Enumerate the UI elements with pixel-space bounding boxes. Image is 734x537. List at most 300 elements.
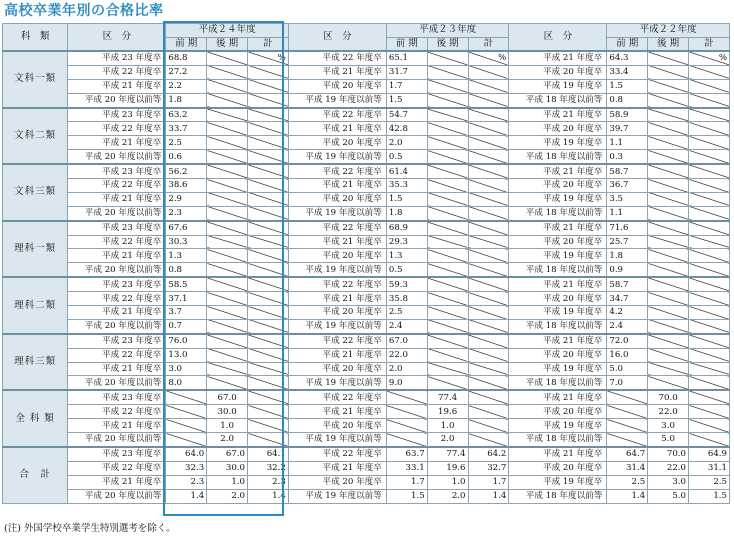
empty-cell [207,179,248,193]
empty-cell [689,122,730,136]
section-label-22: 平成 19 年度卒 [509,419,607,433]
section-label-22: 平成 18 年度以前等 [509,376,607,390]
empty-cell [248,263,289,277]
value-cell: 64.3 [607,51,648,65]
value-cell: 1.5 [386,489,427,503]
table-row [3,376,730,390]
table-row [3,348,730,362]
empty-cell [689,348,730,362]
empty-cell [468,79,509,93]
value-cell: 1.0 [427,475,468,489]
table-row [3,362,730,376]
empty-cell [386,419,427,433]
empty-cell [427,334,468,348]
value-cell: 2.3 [248,475,289,489]
section-label-24: 平成 22 年度卒 [68,405,166,419]
section-label-24: 平成 20 年度以前等 [68,433,166,447]
value-cell: 64.9 [689,447,730,461]
empty-cell [648,206,689,220]
table-row [3,419,730,433]
section-label-23: 平成 22 年度卒 [288,390,386,404]
section-label-24: 平成 23 年度卒 [68,221,166,235]
table-row [3,489,730,503]
section-label-23: 平成 22 年度卒 [288,334,386,348]
empty-cell [648,277,689,291]
section-label-24: 平成 21 年度卒 [68,362,166,376]
table-row [3,263,730,277]
value-cell: 56.2 [166,164,207,178]
empty-cell [468,319,509,333]
section-label-23: 平成 19 年度以前等 [288,489,386,503]
empty-cell [386,390,427,404]
empty-cell [207,65,248,79]
empty-cell [607,390,648,404]
empty-cell [427,108,468,122]
value-cell: 2.3 [166,475,207,489]
table-row [3,447,730,461]
empty-cell [207,108,248,122]
empty-cell [248,192,289,206]
empty-cell [689,179,730,193]
empty-cell [248,419,289,433]
empty-cell [207,376,248,390]
section-label-22: 平成 20 年度卒 [509,348,607,362]
empty-cell [689,362,730,376]
section-label-22: 平成 19 年度卒 [509,192,607,206]
value-cell: 32.7 [468,461,509,475]
value-cell: 35.8 [386,292,427,306]
table-row [3,206,730,220]
value-cell: 1.8 [166,93,207,107]
empty-cell [648,79,689,93]
section-label-22: 平成 21 年度卒 [509,390,607,404]
table-row [3,292,730,306]
value-cell: 1.0 [427,419,468,433]
empty-cell [248,306,289,320]
section-label-22: 平成 18 年度以前等 [509,319,607,333]
empty-cell [248,319,289,333]
section-label-24: 平成 21 年度卒 [68,136,166,150]
value-cell: 2.0 [207,433,248,447]
section-label-23: 平成 22 年度卒 [288,164,386,178]
empty-cell [207,150,248,164]
section-label-24: 平成 21 年度卒 [68,249,166,263]
empty-cell [207,164,248,178]
empty-cell [648,179,689,193]
section-label-23: 平成 20 年度卒 [288,192,386,206]
empty-cell [468,362,509,376]
empty-cell [648,348,689,362]
empty-cell [689,206,730,220]
empty-cell [689,108,730,122]
empty-cell [427,235,468,249]
section-label-22: 平成 18 年度以前等 [509,206,607,220]
empty-cell [648,319,689,333]
value-cell: 35.3 [386,179,427,193]
empty-cell [207,292,248,306]
value-cell: 0.6 [166,150,207,164]
value-cell: 2.5 [689,475,730,489]
value-cell: 13.0 [166,348,207,362]
value-cell: 1.3 [166,249,207,263]
empty-cell [648,362,689,376]
category-cell: 文科三類 [3,164,68,221]
empty-cell [207,221,248,235]
value-cell: 8.0 [166,376,207,390]
section-label-22: 平成 18 年度以前等 [509,150,607,164]
section-label-22: 平成 20 年度卒 [509,461,607,475]
empty-cell [468,206,509,220]
section-label-23: 平成 22 年度卒 [288,108,386,122]
empty-cell [427,376,468,390]
empty-cell [648,122,689,136]
section-label-22: 平成 19 年度卒 [509,306,607,320]
table-row [3,475,730,489]
empty-cell [166,405,207,419]
footnote: (注) 外国学校卒業学生特別選考を除く。 [4,523,176,534]
table-row [3,277,730,291]
empty-cell [248,348,289,362]
empty-cell [689,221,730,235]
value-cell: 2.0 [207,489,248,503]
section-label-23: 平成 20 年度卒 [288,362,386,376]
empty-cell [248,108,289,122]
section-label-22: 平成 21 年度卒 [509,447,607,461]
table-row [3,150,730,164]
section-label-23: 平成 19 年度以前等 [288,93,386,107]
value-cell: 22.0 [648,461,689,475]
section-label-23: 平成 19 年度以前等 [288,319,386,333]
value-cell: 1.0 [207,475,248,489]
empty-cell [468,179,509,193]
category-cell: 全 科 類 [3,390,68,447]
empty-cell [689,192,730,206]
section-label-22: 平成 18 年度以前等 [509,263,607,277]
empty-cell [468,376,509,390]
empty-cell [427,292,468,306]
header-section-24: 区 分 [68,24,166,52]
empty-cell [689,405,730,419]
empty-cell [689,136,730,150]
section-label-24: 平成 21 年度卒 [68,475,166,489]
section-label-24: 平成 22 年度卒 [68,348,166,362]
empty-cell [207,263,248,277]
table-row [3,306,730,320]
category-cell: 理科三類 [3,334,68,391]
value-cell: 31.4 [607,461,648,475]
value-cell: 2.5 [386,306,427,320]
category-cell: 理科一類 [3,221,68,278]
empty-cell [207,348,248,362]
empty-cell [648,150,689,164]
section-label-23: 平成 21 年度卒 [288,65,386,79]
section-label-23: 平成 22 年度卒 [288,221,386,235]
empty-cell [427,179,468,193]
section-label-22: 平成 19 年度卒 [509,249,607,263]
empty-cell [248,433,289,447]
section-label-23: 平成 22 年度卒 [288,51,386,65]
value-cell: 1.7 [468,475,509,489]
empty-cell [248,136,289,150]
section-label-23: 平成 22 年度卒 [288,277,386,291]
empty-cell [648,235,689,249]
value-cell: 3.0 [166,362,207,376]
value-cell: 71.6 [607,221,648,235]
value-cell: 72.0 [607,334,648,348]
empty-cell [427,122,468,136]
empty-cell [248,122,289,136]
value-cell: 2.9 [166,192,207,206]
empty-cell [648,376,689,390]
empty-cell [166,390,207,404]
percent-cell: % [248,51,289,65]
value-cell: 3.7 [166,306,207,320]
section-label-22: 平成 21 年度卒 [509,221,607,235]
empty-cell [468,249,509,263]
value-cell: 3.0 [648,419,689,433]
empty-cell [607,419,648,433]
empty-cell [648,249,689,263]
header-first-22: 前 期 [607,37,648,51]
table-row [3,433,730,447]
empty-cell [207,93,248,107]
header-category: 科 類 [3,24,68,52]
value-cell: 7.0 [607,376,648,390]
value-cell: 65.1 [386,51,427,65]
value-cell: 77.4 [427,447,468,461]
value-cell: 5.0 [607,362,648,376]
value-cell: 77.4 [427,390,468,404]
value-cell: 1.7 [386,475,427,489]
table-row [3,334,730,348]
section-label-23: 平成 20 年度卒 [288,306,386,320]
value-cell: 63.2 [166,108,207,122]
empty-cell [427,263,468,277]
header-year-24: 平成２４年度 [166,24,288,38]
empty-cell [248,334,289,348]
table-row [3,179,730,193]
section-label-24: 平成 20 年度以前等 [68,319,166,333]
value-cell: 1.0 [207,419,248,433]
empty-cell [648,108,689,122]
value-cell: 2.5 [166,136,207,150]
empty-cell [468,150,509,164]
table-row [3,221,730,235]
category-cell: 理科二類 [3,277,68,334]
section-label-22: 平成 19 年度卒 [509,136,607,150]
page-title: 高校卒業年別の合格比率 [4,3,164,19]
empty-cell [689,433,730,447]
value-cell: 33.1 [386,461,427,475]
table-row [3,405,730,419]
value-cell: 9.0 [386,376,427,390]
empty-cell [248,235,289,249]
value-cell: 36.7 [607,179,648,193]
empty-cell [468,419,509,433]
empty-cell [689,235,730,249]
section-label-24: 平成 22 年度卒 [68,461,166,475]
empty-cell [689,65,730,79]
header-year-23: 平成２３年度 [386,24,508,38]
empty-cell [689,93,730,107]
value-cell: 58.9 [607,108,648,122]
table-row [3,461,730,475]
section-label-22: 平成 20 年度卒 [509,65,607,79]
section-label-24: 平成 23 年度卒 [68,447,166,461]
empty-cell [427,93,468,107]
value-cell: 0.7 [166,319,207,333]
empty-cell [427,249,468,263]
empty-cell [468,65,509,79]
empty-cell [248,79,289,93]
section-label-23: 平成 21 年度卒 [288,235,386,249]
value-cell: 22.0 [648,405,689,419]
empty-cell [689,319,730,333]
empty-cell [207,192,248,206]
empty-cell [468,405,509,419]
section-label-22: 平成 21 年度卒 [509,51,607,65]
table-row [3,319,730,333]
empty-cell [207,334,248,348]
empty-cell [648,263,689,277]
empty-cell [468,192,509,206]
empty-cell [689,292,730,306]
section-label-24: 平成 20 年度以前等 [68,206,166,220]
section-label-24: 平成 21 年度卒 [68,79,166,93]
value-cell: 5.0 [648,433,689,447]
value-cell: 67.0 [386,334,427,348]
empty-cell [648,51,689,65]
empty-cell [427,306,468,320]
value-cell: 0.8 [607,93,648,107]
value-cell: 29.3 [386,235,427,249]
empty-cell [468,433,509,447]
section-label-24: 平成 23 年度卒 [68,334,166,348]
section-label-22: 平成 18 年度以前等 [509,433,607,447]
value-cell: 64.1 [248,447,289,461]
value-cell: 1.5 [386,192,427,206]
empty-cell [468,93,509,107]
value-cell: 61.4 [386,164,427,178]
value-cell: 54.7 [386,108,427,122]
section-label-24: 平成 20 年度以前等 [68,93,166,107]
table-row [3,192,730,206]
empty-cell [386,433,427,447]
section-label-24: 平成 20 年度以前等 [68,263,166,277]
section-label-22: 平成 20 年度卒 [509,405,607,419]
empty-cell [468,277,509,291]
section-label-22: 平成 18 年度以前等 [509,489,607,503]
value-cell: 38.6 [166,179,207,193]
empty-cell [207,319,248,333]
empty-cell [648,334,689,348]
value-cell: 1.4 [607,489,648,503]
table-row [3,122,730,136]
section-label-24: 平成 23 年度卒 [68,277,166,291]
empty-cell [427,164,468,178]
value-cell: 0.9 [607,263,648,277]
pass-ratio-table [2,23,730,504]
empty-cell [689,376,730,390]
empty-cell [468,136,509,150]
table-row [3,79,730,93]
table-row [3,65,730,79]
section-label-22: 平成 21 年度卒 [509,164,607,178]
empty-cell [166,419,207,433]
empty-cell [248,206,289,220]
value-cell: 0.5 [386,150,427,164]
header-year-22: 平成２２年度 [607,24,730,38]
value-cell: 2.0 [386,136,427,150]
value-cell: 16.0 [607,348,648,362]
section-label-23: 平成 21 年度卒 [288,122,386,136]
table-row [3,235,730,249]
empty-cell [468,263,509,277]
header-total-24: 計 [248,37,289,51]
section-label-24: 平成 23 年度卒 [68,51,166,65]
value-cell: 63.7 [386,447,427,461]
empty-cell [248,65,289,79]
percent-cell: % [468,51,509,65]
section-label-23: 平成 21 年度卒 [288,348,386,362]
section-label-23: 平成 20 年度卒 [288,136,386,150]
header-second-23: 後 期 [427,37,468,51]
value-cell: 3.5 [607,192,648,206]
value-cell: 32.2 [248,461,289,475]
value-cell: 2.4 [607,319,648,333]
category-cell: 文科二類 [3,108,68,165]
empty-cell [386,405,427,419]
value-cell: 3.0 [648,475,689,489]
empty-cell [207,136,248,150]
empty-cell [248,221,289,235]
empty-cell [648,93,689,107]
header-second-24: 後 期 [207,37,248,51]
value-cell: 64.2 [468,447,509,461]
section-label-22: 平成 20 年度卒 [509,235,607,249]
section-label-23: 平成 20 年度卒 [288,79,386,93]
value-cell: 4.2 [607,306,648,320]
table-body [3,51,730,503]
value-cell: 0.8 [166,263,207,277]
value-cell: 1.8 [386,206,427,220]
section-label-23: 平成 19 年度以前等 [288,376,386,390]
empty-cell [248,390,289,404]
table-row [3,249,730,263]
value-cell: 76.0 [166,334,207,348]
value-cell: 1.7 [386,79,427,93]
empty-cell [427,277,468,291]
empty-cell [689,249,730,263]
empty-cell [166,433,207,447]
value-cell: 30.0 [207,405,248,419]
value-cell: 2.0 [386,362,427,376]
empty-cell [427,51,468,65]
section-label-24: 平成 21 年度卒 [68,192,166,206]
value-cell: 0.3 [607,150,648,164]
value-cell: 2.0 [427,433,468,447]
empty-cell [689,79,730,93]
empty-cell [648,192,689,206]
value-cell: 1.1 [607,206,648,220]
section-label-24: 平成 23 年度卒 [68,390,166,404]
category-cell: 合 計 [3,447,68,503]
value-cell: 30.3 [166,235,207,249]
empty-cell [689,150,730,164]
empty-cell [207,249,248,263]
empty-cell [648,221,689,235]
empty-cell [248,150,289,164]
